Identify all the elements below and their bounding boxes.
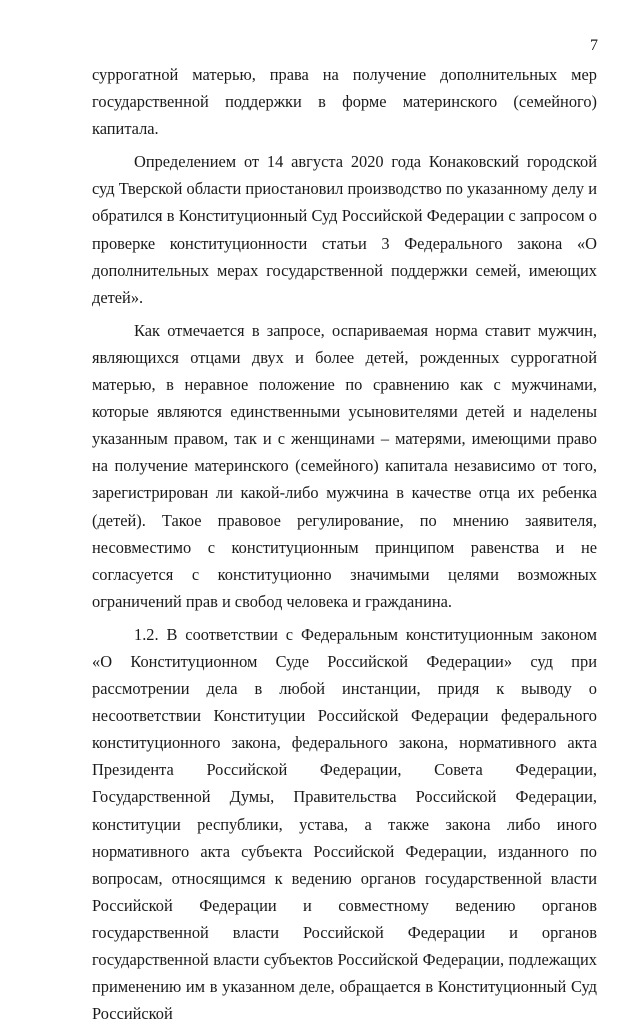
paragraph-court-ruling: Определением от 14 августа 2020 года Конаковский городской суд Тверской области приостановил производство по указанному делу и обратился в Конституционный Суд Российской Федерации с запросом о проверке конституционности статьи 3 Федерального закона «О дополнительных мерах государственной поддержки семей, имеющих детей». — [92, 152, 597, 307]
page-number: 7 — [590, 37, 598, 54]
paragraph-continuation: суррогатной матерью, права на получение дополнительных мер государственной поддержки в форме материнского (семейного) капитала. — [92, 65, 597, 139]
paragraph-request-summary: Как отмечается в запросе, оспариваемая норма ставит мужчин, являющихся отцами двух и более детей, рожденных суррогатной матерью, в неравное положение по сравнению как с мужчинами, которые являются единственными усыновителями детей и наделены указанным правом, так и с женщинами – матерями, имеющими право на получение материнского (семейного) капитала независимо от того, зарегистрирован ли какой-либо мужчина в качестве отца их ребенка (детей). Такое правовое регулирование, по мнению заявителя, несовместимо с конституционным принципом равенства и не согласуется с конституционно значимыми целями возможных ограничений прав и свобод человека и гражданина. — [92, 320, 597, 611]
document-body — [92, 61, 597, 1027]
paragraph-legal-basis: 1.2. В соответствии с Федеральным конституционным законом «О Конституционном Суде Российской Федерации» суд при рассмотрении дела в любой инстанции, придя к выводу о несоответствии Конституции Российской Федерации федерального конституционного закона, федерального закона, нормативного акта Президента Российской Федерации, Совета Федерации, Государственной Думы, Правительства Российской Федерации, конституции республики, устава, а также закона либо иного нормативного акта субъекта Российской Федерации, изданного по вопросам, относящимся к ведению органов государственной власти Российской Федерации и совместному ведению органов государственной власти Российской Федерации и органов государственной власти субъектов Российской Федерации, подлежащих применению им в указанном деле, обращается в Конституционный Суд Российской — [92, 624, 597, 1024]
